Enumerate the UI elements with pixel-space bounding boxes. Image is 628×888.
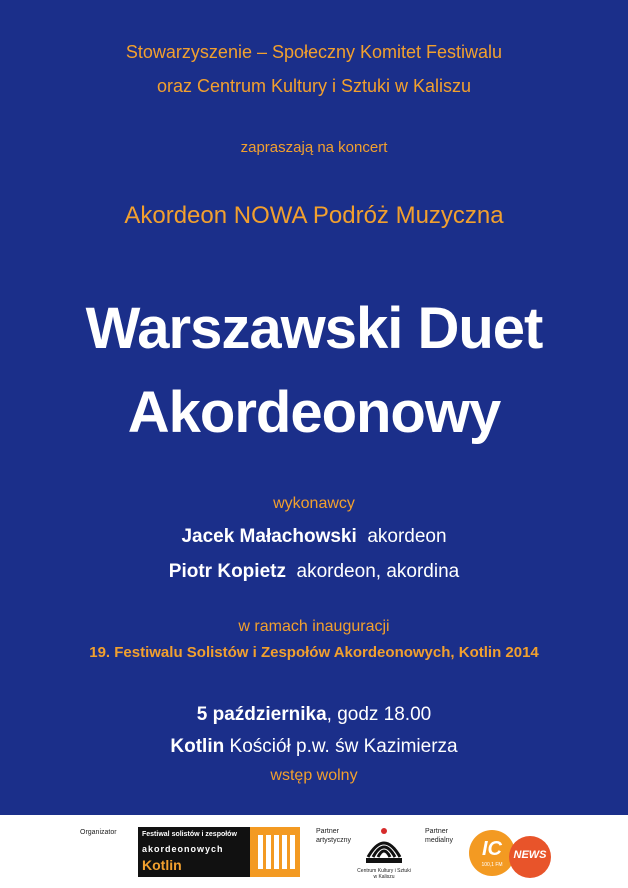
- festival-logo-line-1: Festiwal solistów i zespołów: [142, 831, 237, 838]
- partner-media-label: [425, 827, 453, 845]
- festival-logo-line-2: akordeonowych: [142, 844, 224, 854]
- festival-logo: [138, 827, 300, 877]
- performer-1-instrument: akordeon: [367, 526, 447, 547]
- place-venue: Kościół p.w. św Kazimierza: [229, 736, 458, 757]
- main-title-line-2: Akordeonowy: [127, 380, 501, 445]
- cultural-centre-name: [348, 868, 420, 880]
- news-logo: [509, 836, 551, 878]
- organizer-label: Organizator: [80, 829, 117, 836]
- place-bold: Kotlin: [170, 736, 225, 757]
- ck-name-1: Centrum Kultury i Sztuki: [357, 868, 411, 874]
- concert-place: [0, 734, 628, 760]
- sponsor-footer: [0, 815, 628, 888]
- performer-2-instrument: akordeon, akordina: [296, 561, 460, 582]
- concert-date: [0, 702, 628, 728]
- festival-name: 19. Festiwalu Solistów i Zespołów Akordeonowych, Kotlin 2014: [89, 644, 539, 661]
- festival-logo-line-3: Kotlin: [142, 857, 182, 873]
- festival-intro: w ramach inauguracji: [238, 618, 390, 635]
- performer-2: [0, 559, 628, 585]
- main-title-line-1: Warszawski Duet: [85, 296, 543, 361]
- partner-media-label-2: medialny: [425, 837, 454, 844]
- news-logo-text: NEWS: [513, 849, 547, 861]
- performers-heading: wykonawcy: [273, 495, 355, 512]
- radio-logo-text: IC: [482, 838, 502, 860]
- performer-2-name: Piotr Kopietz: [168, 561, 286, 582]
- admission-text: wstęp wolny: [270, 767, 358, 784]
- invitation-text: zapraszają na koncert: [240, 139, 388, 156]
- accordion-keys-icon: [250, 827, 300, 877]
- organizer-line-1: Stowarzyszenie – Społeczny Komitet Festiwalu: [125, 42, 503, 62]
- partner-art-label: [316, 827, 351, 845]
- partner-art-label-1: Partner: [316, 828, 339, 835]
- organizer-line-2: oraz Centrum Kultury i Sztuki w Kaliszu: [156, 76, 472, 96]
- ck-name-2: w Kaliszu: [373, 874, 395, 880]
- event-name: Akordeon NOWA Podróż Muzyczna: [124, 202, 504, 229]
- cultural-centre-emblem-icon: [362, 827, 406, 867]
- date-bold: 5 października: [196, 704, 327, 725]
- partner-art-label-2: artystyczny: [316, 837, 352, 844]
- performer-1-name: Jacek Małachowski: [181, 526, 357, 547]
- performer-1: [0, 524, 628, 550]
- radio-frequency: 100,1 FM: [481, 862, 503, 868]
- partner-media-label-1: Partner: [425, 828, 448, 835]
- date-time: , godz 18.00: [326, 704, 432, 725]
